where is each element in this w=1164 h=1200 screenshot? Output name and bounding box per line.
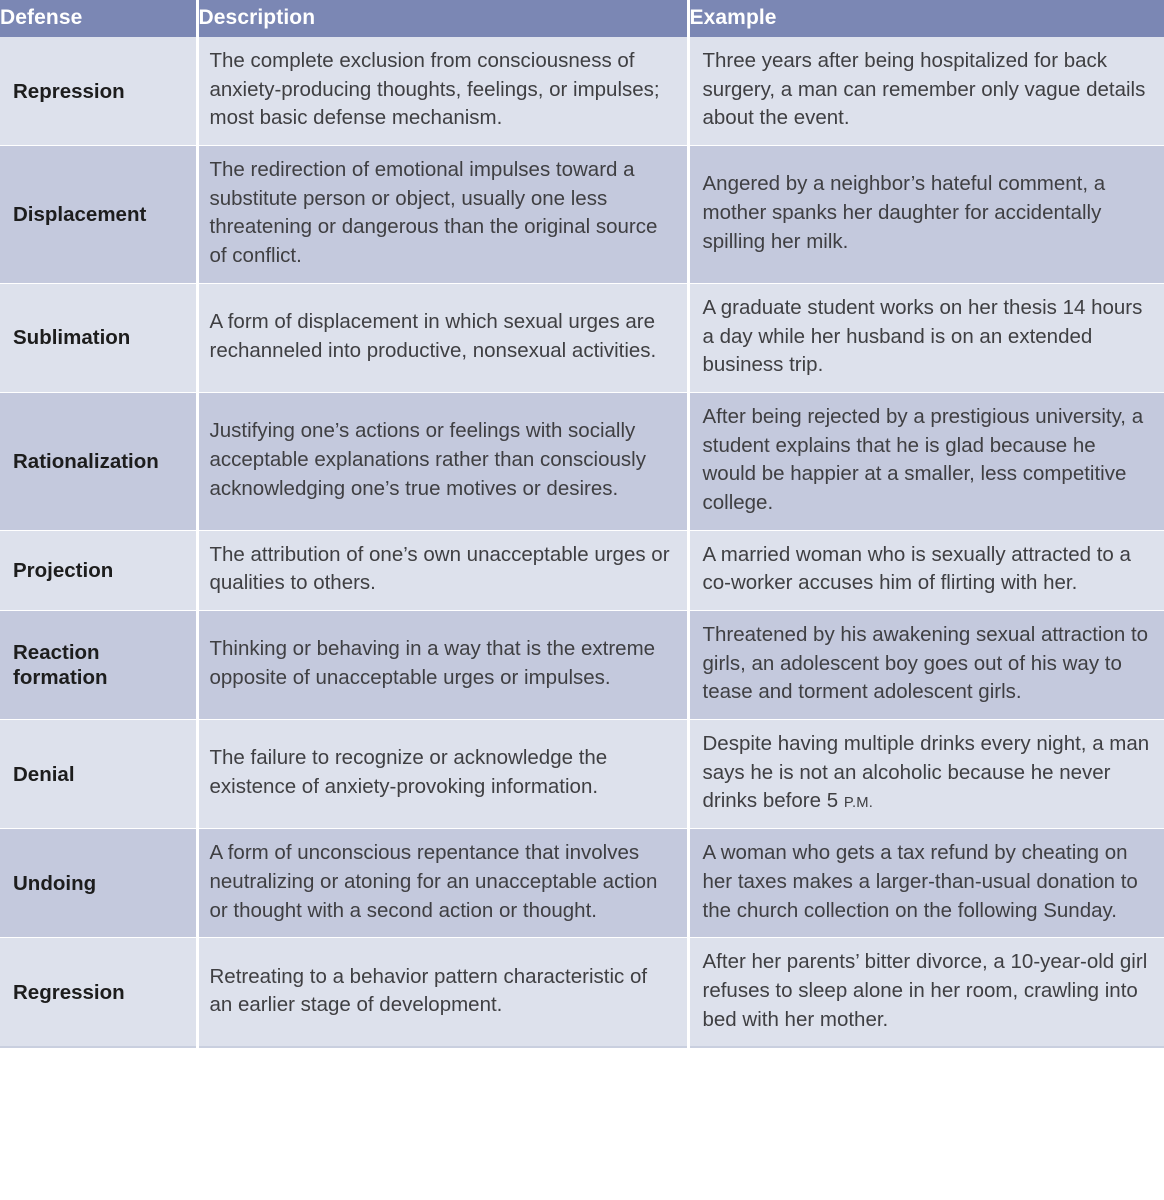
cell-example: A graduate student works on her thesis 14 hours a day while her husband is on an extended business trip. [688, 283, 1164, 392]
cell-example: Angered by a neighbor’s hateful comment, a mother spanks her daughter for accidentally spilling her milk. [688, 146, 1164, 284]
cell-example: Three years after being hospitalized for back surgery, a man can remember only vague details about the event. [688, 37, 1164, 146]
cell-description: The attribution of one’s own unacceptable urges or qualities to others. [197, 530, 688, 610]
cell-example [688, 720, 1164, 829]
table-row [0, 720, 1164, 829]
table-row [0, 283, 1164, 392]
cell-example: After her parents’ bitter divorce, a 10-year-old girl refuses to sleep alone in her room, crawling into bed with her mother. [688, 938, 1164, 1048]
cell-defense-name: Rationalization [0, 392, 197, 530]
cell-example: Threatened by his awakening sexual attraction to girls, an adolescent boy goes out of his way to tease and torment adolescent girls. [688, 611, 1164, 720]
cell-description: Thinking or behaving in a way that is the extreme opposite of unacceptable urges or impulses. [197, 611, 688, 720]
cell-description: A form of displacement in which sexual urges are rechanneled into productive, nonsexual activities. [197, 283, 688, 392]
cell-description: The failure to recognize or acknowledge the existence of anxiety-provoking information. [197, 720, 688, 829]
column-header-description: Description [197, 0, 688, 37]
table-row [0, 392, 1164, 530]
table-row [0, 146, 1164, 284]
cell-defense-name: Denial [0, 720, 197, 829]
example-time-meridiem: P.M. [843, 795, 874, 812]
table-row [0, 530, 1164, 610]
table-header-row [0, 0, 1164, 37]
cell-example: A married woman who is sexually attracted to a co-worker accuses him of flirting with her. [688, 530, 1164, 610]
table-row [0, 938, 1164, 1048]
table-row [0, 611, 1164, 720]
cell-defense-name: Undoing [0, 829, 197, 938]
table-header [0, 0, 1164, 37]
column-header-example: Example [688, 0, 1164, 37]
cell-defense-name: Regression [0, 938, 197, 1048]
cell-description: Justifying one’s actions or feelings with socially acceptable explanations rather than consciously acknowledging one’s true motives or desires. [197, 392, 688, 530]
cell-defense-name: Repression [0, 37, 197, 146]
cell-example: A woman who gets a tax refund by cheating on her taxes makes a larger-than-usual donation to the church collection on the following Sunday. [688, 829, 1164, 938]
column-header-defense: Defense [0, 0, 197, 37]
table-row [0, 829, 1164, 938]
cell-description: The redirection of emotional impulses toward a substitute person or object, usually one less threatening or dangerous than the original source of conflict. [197, 146, 688, 284]
cell-description: Retreating to a behavior pattern characteristic of an earlier stage of development. [197, 938, 688, 1048]
cell-description: The complete exclusion from consciousness of anxiety-producing thoughts, feelings, or impulses; most basic defense mechanism. [197, 37, 688, 146]
cell-defense-name: Sublimation [0, 283, 197, 392]
cell-defense-name: Reaction formation [0, 611, 197, 720]
table-row [0, 37, 1164, 146]
cell-description: A form of unconscious repentance that involves neutralizing or atoning for an unacceptable action or thought with a second action or thought. [197, 829, 688, 938]
cell-defense-name: Displacement [0, 146, 197, 284]
cell-example: After being rejected by a prestigious university, a student explains that he is glad because he would be happier at a smaller, less competitive college. [688, 392, 1164, 530]
cell-defense-name: Projection [0, 530, 197, 610]
example-text: Despite having multiple drinks every night, a man says he is not an alcoholic because he never drinks before 5 [702, 732, 1150, 813]
table-body [0, 37, 1164, 1047]
